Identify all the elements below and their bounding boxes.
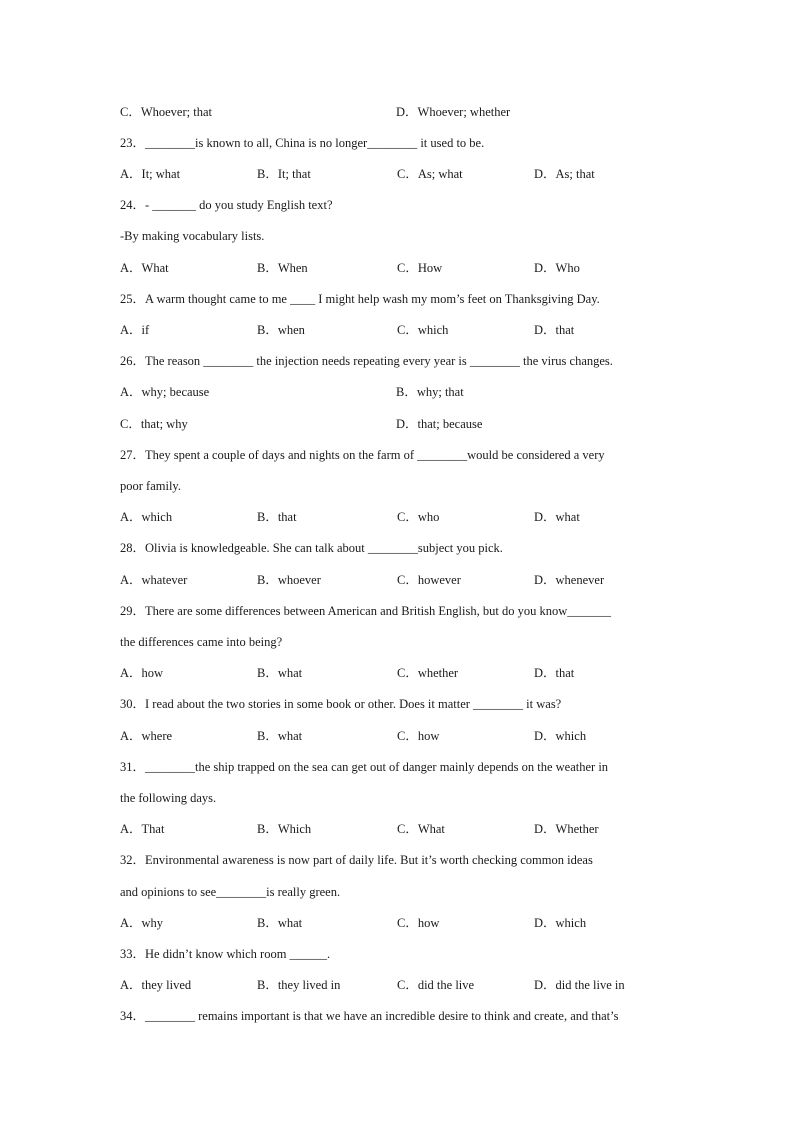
q32-option-c: C．how (397, 916, 440, 930)
q26-options-row-2 (120, 414, 684, 434)
q25-option-b: B．when (257, 323, 305, 337)
q30-stem: 30．I read about the two stories in some book or other. Does it matter ________ it was? (120, 697, 562, 711)
q33-options-row (120, 975, 684, 995)
q29-stem-cont: the differences came into being? (120, 635, 283, 649)
q32-options-row (120, 913, 684, 933)
q28-option-c: C．however (397, 573, 461, 587)
q27-option-d: D．what (534, 510, 580, 524)
q24-option-d: D．Who (534, 261, 580, 275)
q29-options-row (120, 663, 684, 683)
q23-option-c: C．As; what (397, 167, 463, 181)
q25-option-a: A．if (120, 323, 150, 337)
q26-option-b: B．why; that (396, 385, 464, 399)
q28-option-b: B．whoever (257, 573, 321, 587)
q30-option-a: A．where (120, 729, 173, 743)
q25-option-c: C．which (397, 323, 449, 337)
q23-stem: 23．________is known to all, China is no longer________ it used to be. (120, 136, 485, 150)
q27-stem-cont: poor family. (120, 479, 181, 493)
q26-option-a: A．why; because (120, 385, 210, 399)
q33-stem: 33．He didn’t know which room ______. (120, 947, 331, 961)
q25-option-d: D．that (534, 323, 575, 337)
q28-options-row (120, 570, 684, 590)
q31-option-d: D．Whether (534, 822, 599, 836)
q22-option-d: D．Whoever; whether (396, 105, 511, 119)
q26-option-c: C．that; why (120, 417, 188, 431)
q22-options-row (120, 102, 684, 122)
q31-option-c: C．What (397, 822, 445, 836)
q33-option-d: D．did the live in (534, 978, 625, 992)
q32-option-a: A．why (120, 916, 164, 930)
q30-option-c: C．how (397, 729, 440, 743)
q32-stem-cont: and opinions to see________is really green. (120, 885, 341, 899)
q25-stem: 25．A warm thought came to me ____ I might help wash my mom’s feet on Thanksgiving Day. (120, 292, 600, 306)
q29-option-c: C．whether (397, 666, 459, 680)
q23-options-row (120, 164, 684, 184)
q23-option-a: A．It; what (120, 167, 181, 181)
q29-option-a: A．how (120, 666, 164, 680)
q26-option-d: D．that; because (396, 417, 483, 431)
q32-stem: 32．Environmental awareness is now part of daily life. But it’s worth checking common ideas (120, 853, 593, 867)
q23-option-b: B．It; that (257, 167, 311, 181)
q29-option-d: D．that (534, 666, 575, 680)
q31-option-b: B．Which (257, 822, 312, 836)
q27-stem: 27．They spent a couple of days and nights on the farm of ________would be considered a very (120, 448, 605, 462)
q31-stem-cont: the following days. (120, 791, 217, 805)
q29-stem: 29．There are some differences between American and British English, but do you know_______ (120, 604, 611, 618)
q31-options-row (120, 819, 684, 839)
q26-options-row-1 (120, 382, 684, 402)
q31-stem: 31．________the ship trapped on the sea can get out of danger mainly depends on the weather in (120, 760, 609, 774)
q28-stem: 28．Olivia is knowledgeable. She can talk about ________subject you pick. (120, 541, 503, 555)
q30-option-d: D．which (534, 729, 587, 743)
q24-option-b: B．When (257, 261, 308, 275)
q29-option-b: B．what (257, 666, 303, 680)
q24-stem: 24．- _______ do you study English text? (120, 198, 333, 212)
q28-option-d: D．whenever (534, 573, 605, 587)
q27-option-a: A．which (120, 510, 173, 524)
q33-option-a: A．they lived (120, 978, 192, 992)
q24-option-a: A．What (120, 261, 169, 275)
q23-option-d: D．As; that (534, 167, 595, 181)
q33-option-c: C．did the live (397, 978, 475, 992)
q28-option-a: A．whatever (120, 573, 188, 587)
q32-option-d: D．which (534, 916, 587, 930)
q25-options-row (120, 320, 684, 340)
q33-option-b: B．they lived in (257, 978, 341, 992)
q30-option-b: B．what (257, 729, 303, 743)
q24-options-row (120, 258, 684, 278)
q22-option-c: C．Whoever; that (120, 105, 212, 119)
q27-option-c: C．who (397, 510, 440, 524)
q32-option-b: B．what (257, 916, 303, 930)
q27-options-row (120, 507, 684, 527)
q34-stem: 34．________ remains important is that we have an incredible desire to think and create, and that’s (120, 1009, 619, 1023)
q30-options-row (120, 726, 684, 746)
q27-option-b: B．that (257, 510, 297, 524)
q24-stem-cont: -By making vocabulary lists. (120, 229, 265, 243)
q31-option-a: A．That (120, 822, 165, 836)
q26-stem: 26．The reason ________ the injection needs repeating every year is ________ the virus changes. (120, 354, 613, 368)
q24-option-c: C．How (397, 261, 443, 275)
